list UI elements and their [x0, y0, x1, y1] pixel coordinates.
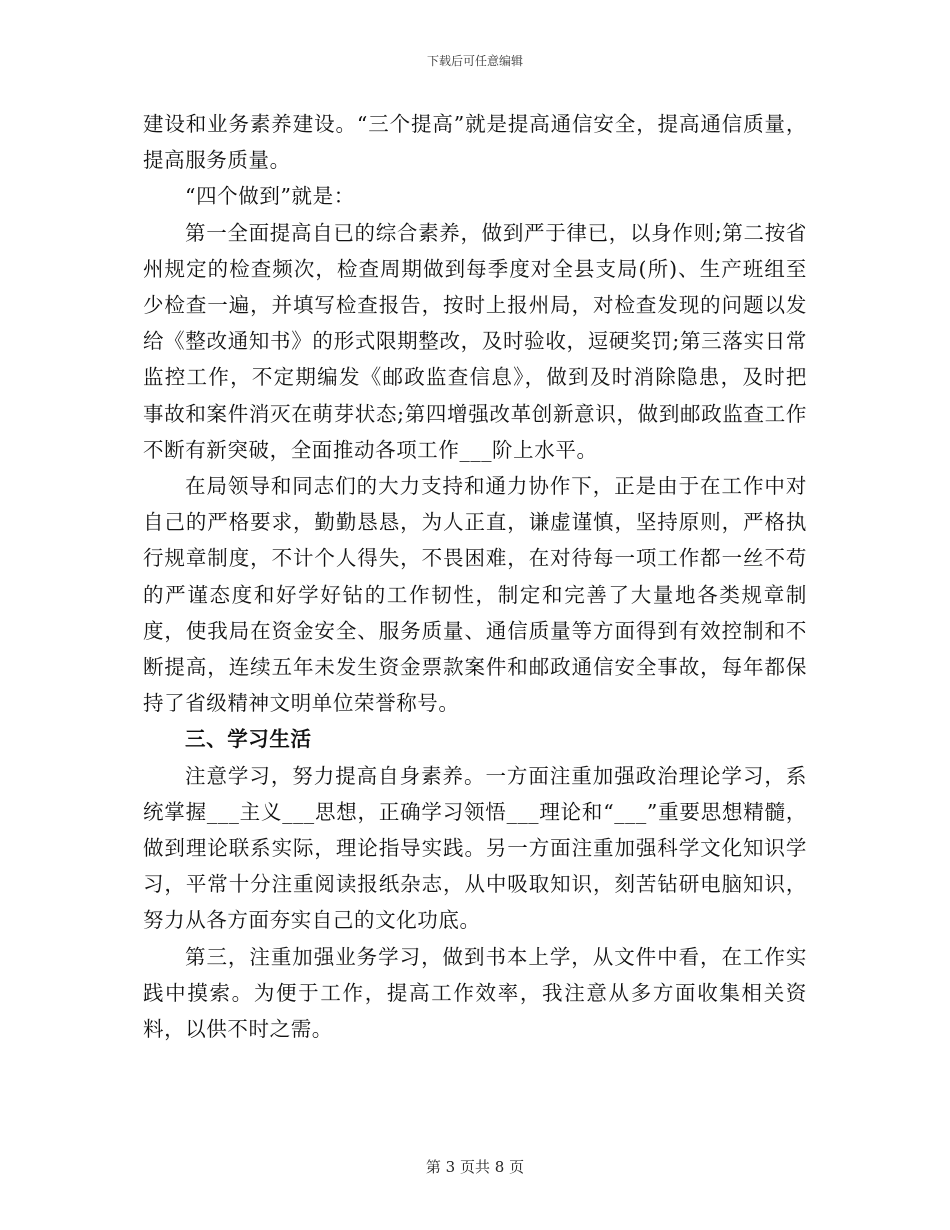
- document-body: [143, 106, 807, 1047]
- paragraph-continuation: 建设和业务素养建设。“三个提高”就是提高通信安全，提高通信质量，提高服务质量。: [143, 112, 807, 173]
- paragraph-business-study: 第三，注重加强业务学习，做到书本上学，从文件中看，在工作实践中摸索。为便于工作，提高工作效率，我注意从多方面收集相关资料，以供不时之需。: [143, 944, 807, 1042]
- page-number: 第 3 页共 8 页: [425, 1158, 525, 1176]
- paragraph-four-achievements-intro: “四个做到”就是：: [185, 184, 355, 209]
- paragraph-support-and-results: 在局领导和同志们的大力支持和通力协作下，正是由于在工作中对自己的严格要求，勤勤恳恳，为人正直，谦虚谨慎，坚持原则，严格执行规章制度，不计个人得失，不畏困难，在对待每一项工作都一丝不苟的严谨态度和好学好钻的工作韧性，制定和完善了大量地各类规章制度，使我局在资金安全、服务质量、通信质量等方面得到有效控制和不断提高，连续五年未发生资金票款案件和邮政通信安全事故，每年都保持了省级精神文明单位荣誉称号。: [143, 474, 807, 716]
- section-heading-study-life: 三、学习生活: [185, 727, 312, 752]
- paragraph-study: 注意学习，努力提高自身素养。一方面注重加强政治理论学习，系统掌握___主义___思想，正确学习领悟___理论和“___”重要思想精髓，做到理论联系实际，理论指导实践。另一方面注重加强科学文化知识学习，平常十分注重阅读报纸杂志，从中吸取知识，刻苦钻研电脑知识，努力从各方面夯实自己的文化功底。: [143, 763, 807, 933]
- paragraph-four-achievements: 第一全面提高自已的综合素养，做到严于律已，以身作则;第二按省州规定的检查频次，检查周期做到每季度对全县支局(所)、生产班组至少检查一遍，并填写检查报告，按时上报州局，对检查发现的问题以发给《整改通知书》的形式限期整改，及时验收，逗硬奖罚;第三落实日常监控工作，不定期编发《邮政监查信息》，做到及时消除隐患，及时把事故和案件消灭在萌芽状态;第四增强改革创新意识，做到邮政监查工作不断有新突破，全面推动各项工作___阶上水平。: [143, 220, 807, 462]
- page-header: 下载后可任意编辑: [426, 54, 523, 68]
